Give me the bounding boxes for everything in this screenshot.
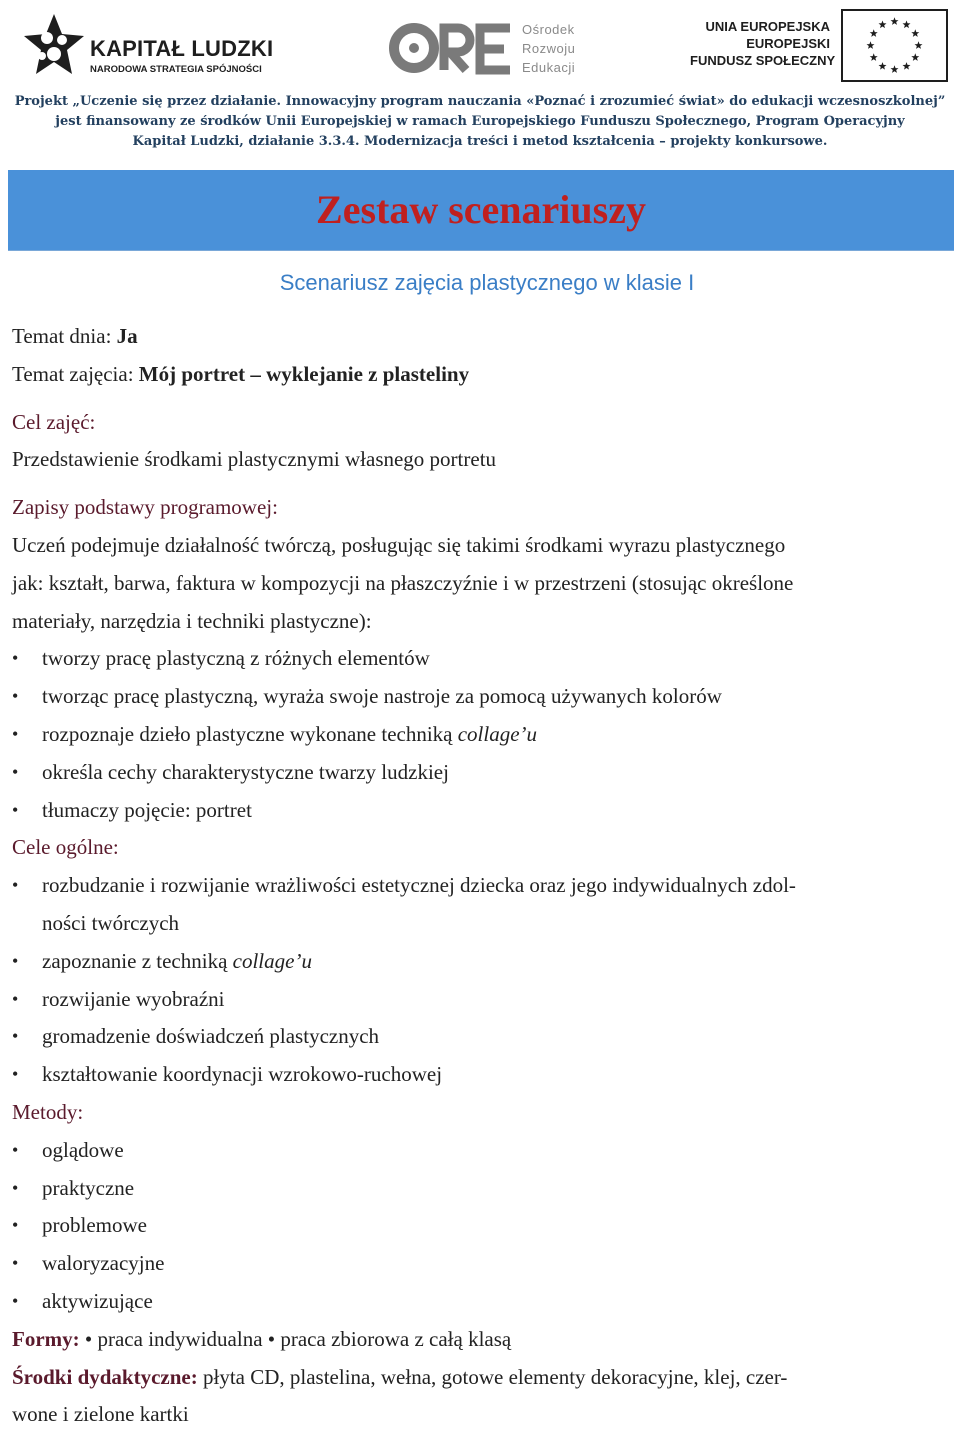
- scenario-subtitle: Scenariusz zajęcia plastycznego w klasie I: [279, 270, 695, 295]
- list-item: • gromadzenie doświadczeń plastycznych: [12, 1018, 952, 1056]
- list-item: • tłumaczy pojęcie: portret: [12, 792, 952, 830]
- cele-ogolne-heading: Cele ogólne:: [12, 835, 119, 860]
- srodki: [12, 1359, 952, 1397]
- title-banner: [8, 170, 954, 251]
- list-item: • praktyczne: [12, 1170, 952, 1208]
- eu-line-3: FUNDUSZ SPOŁECZNY: [690, 53, 836, 68]
- kapital-ludzki-logo: [22, 12, 274, 80]
- eu-logo-text: [690, 18, 836, 69]
- ore-wordmark: [522, 20, 575, 77]
- list-item: • rozwijanie wyobraźni: [12, 981, 952, 1019]
- cel-heading: Cel zajęć:: [12, 409, 96, 434]
- zapisy-line-2: jak: kształt, barwa, faktura w kompozycji na płaszczyźnie i w przestrzeni (stosując określone: [12, 570, 794, 595]
- ore-mark-icon: [388, 18, 518, 78]
- project-line-1: Projekt „Uczenie się przez działanie. Innowacyjny program nauczania «Poznać i zrozumieć świat» do edukacji wczesnoszkolnej”: [14, 94, 946, 109]
- kapital-ludzki-subtitle: NARODOWA STRATEGIA SPÓJNOŚCI: [90, 64, 262, 75]
- list-item: • określa cechy charakterystyczne twarzy ludzkiej: [12, 754, 952, 792]
- temat-zajecia: [12, 356, 952, 394]
- metody-list: [12, 1132, 952, 1321]
- list-item: • tworzy pracę plastyczną z różnych elementów: [12, 640, 952, 678]
- list-item: • rozbudzanie i rozwijanie wrażliwości estetycznej dziecka oraz jego indywidualnych zdol- ności twórczych: [12, 867, 952, 943]
- metody-heading: Metody:: [12, 1099, 84, 1124]
- ore-logo: [388, 18, 588, 78]
- ore-line-2: Rozwoju: [522, 41, 576, 56]
- temat-dnia-label: Temat dnia:: [12, 324, 112, 348]
- list-item: • zapoznanie z techniką collage’u: [12, 943, 952, 981]
- zapisy-line-3: materiały, narzędzia i techniki plastyczne):: [12, 608, 372, 633]
- list-item: • rozpoznaje dzieło plastyczne wykonane techniką collage’u: [12, 716, 952, 754]
- list-item: • waloryzacyjne: [12, 1245, 952, 1283]
- list-item: • kształtowanie koordynacji wzrokowo-ruchowej: [12, 1056, 952, 1094]
- list-item: • tworząc pracę plastyczną, wyraża swoje nastroje za pomocą używanych kolorów: [12, 678, 952, 716]
- cele-ogolne-list: [12, 867, 952, 1094]
- formy-text: • praca indywidualna • praca zbiorowa z całą klasą: [84, 1326, 512, 1351]
- srodki-line-2: wone i zielone kartki: [12, 1402, 189, 1427]
- temat-zajecia-value: Mój portret – wyklejanie z plasteliny: [138, 361, 470, 386]
- zapisy-heading: Zapisy podstawy programowej:: [12, 495, 278, 520]
- formy: [12, 1321, 952, 1359]
- list-item: • oglądowe: [12, 1132, 952, 1170]
- document-body: [12, 318, 952, 1434]
- list-item: • problemowe: [12, 1207, 952, 1245]
- eu-line-2: EUROPEJSKI: [746, 36, 830, 51]
- cel-text: Przedstawienie środkami plastycznymi własnego portretu: [12, 447, 497, 472]
- kapital-ludzki-star-icon: [22, 12, 86, 80]
- eu-line-1: UNIA EUROPEJSKA: [705, 19, 830, 34]
- ore-line-1: Ośrodek: [522, 22, 575, 37]
- banner-title: Zestaw scenariuszy: [316, 187, 646, 232]
- temat-zajecia-label: Temat zajęcia:: [12, 361, 134, 386]
- list-item: • aktywizujące: [12, 1283, 952, 1321]
- project-line-2: jest finansowany ze środków Unii Europejskiej w ramach Europejskiego Funduszu Społecznego, Program Operacyjny: [55, 114, 905, 129]
- logo-header: [0, 0, 960, 90]
- temat-dnia-value: Ja: [116, 324, 138, 348]
- zapisy-list: [12, 640, 952, 829]
- eu-flag-icon: [841, 9, 948, 82]
- temat-dnia: [12, 318, 952, 356]
- zapisy-line-1: Uczeń podejmuje działalność twórczą, posługując się takimi środkami wyrazu plastycznego: [12, 532, 786, 557]
- srodki-line-1: płyta CD, plastelina, wełna, gotowe elementy dekoracyjne, klej, czer-: [202, 1364, 788, 1389]
- ore-line-3: Edukacji: [522, 60, 576, 75]
- formy-heading: Formy:: [12, 1326, 80, 1351]
- kapital-ludzki-title: KAPITAŁ LUDZKI: [90, 36, 274, 61]
- srodki-heading: Środki dydaktyczne:: [12, 1364, 198, 1389]
- project-line-3: Kapitał Ludzki, działanie 3.3.4. Modernizacja treści i metod kształcenia – projekty konkursowe.: [132, 134, 828, 149]
- project-caption: [0, 92, 960, 152]
